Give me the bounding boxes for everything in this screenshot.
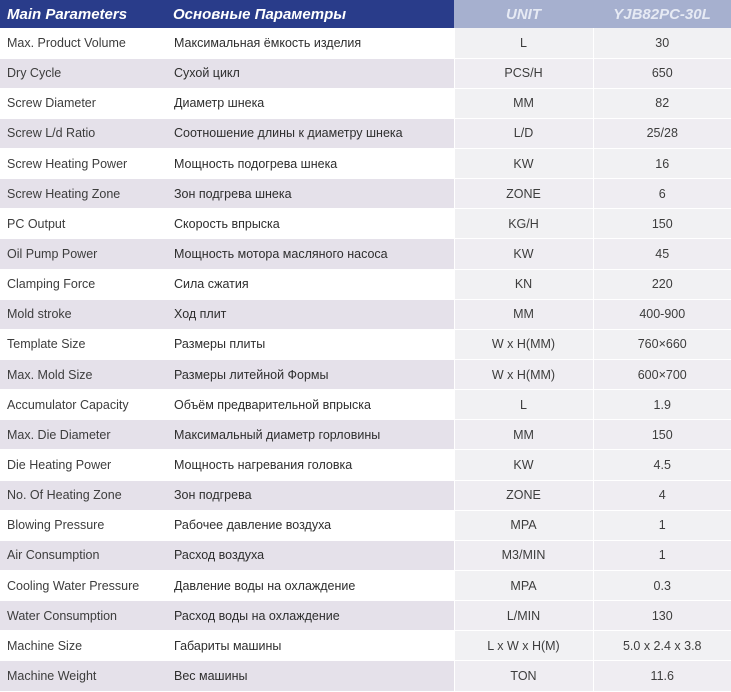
header-main-parameters: Main Parameters bbox=[0, 0, 166, 28]
parameter-name-en: Die Heating Power bbox=[0, 450, 166, 480]
table-row bbox=[0, 360, 731, 390]
parameter-name-ru: Размеры литейной Формы bbox=[166, 360, 454, 390]
parameter-unit: L bbox=[454, 28, 593, 58]
table-row bbox=[0, 661, 731, 691]
parameter-value: 4 bbox=[593, 480, 731, 510]
table-row bbox=[0, 420, 731, 450]
parameter-unit: W x H(MM) bbox=[454, 329, 593, 359]
parameter-value: 760×660 bbox=[593, 329, 731, 359]
header-unit: UNIT bbox=[454, 0, 593, 28]
parameter-value: 6 bbox=[593, 179, 731, 209]
parameter-value: 16 bbox=[593, 149, 731, 179]
parameter-name-en: Clamping Force bbox=[0, 269, 166, 299]
parameter-name-en: Screw Heating Power bbox=[0, 149, 166, 179]
parameter-name-ru: Зон подгрева шнека bbox=[166, 179, 454, 209]
parameter-name-en: Machine Weight bbox=[0, 661, 166, 691]
parameter-name-ru: Объём предварительной впрыска bbox=[166, 390, 454, 420]
parameter-name-ru: Скорость впрыска bbox=[166, 209, 454, 239]
parameter-value: 150 bbox=[593, 209, 731, 239]
parameter-name-ru: Максимальный диаметр горловины bbox=[166, 420, 454, 450]
parameter-name-ru: Диаметр шнека bbox=[166, 88, 454, 118]
parameter-name-en: Machine Size bbox=[0, 631, 166, 661]
header-model: YJB82PC-30L bbox=[593, 0, 731, 28]
parameter-name-ru: Мощность мотора масляного насоса bbox=[166, 239, 454, 269]
parameter-name-en: Max. Mold Size bbox=[0, 360, 166, 390]
table-row bbox=[0, 450, 731, 480]
parameter-name-en: Screw L/d Ratio bbox=[0, 118, 166, 148]
parameter-unit: KW bbox=[454, 450, 593, 480]
parameter-name-ru: Габариты машины bbox=[166, 631, 454, 661]
parameter-name-en: PC Output bbox=[0, 209, 166, 239]
parameter-name-en: Air Consumption bbox=[0, 540, 166, 570]
parameter-name-en: Max. Die Diameter bbox=[0, 420, 166, 450]
parameter-value: 130 bbox=[593, 601, 731, 631]
table-row bbox=[0, 209, 731, 239]
parameter-value: 5.0 x 2.4 x 3.8 bbox=[593, 631, 731, 661]
parameter-unit: L bbox=[454, 390, 593, 420]
parameter-value: 11.6 bbox=[593, 661, 731, 691]
parameter-unit: MPA bbox=[454, 571, 593, 601]
parameter-name-ru: Мощность подогрева шнека bbox=[166, 149, 454, 179]
parameter-name-en: Screw Diameter bbox=[0, 88, 166, 118]
parameter-name-en: Accumulator Capacity bbox=[0, 390, 166, 420]
parameter-name-ru: Расход воды на охлаждение bbox=[166, 601, 454, 631]
table-body bbox=[0, 28, 731, 691]
parameter-name-ru: Давление воды на охлаждение bbox=[166, 571, 454, 601]
parameter-name-ru: Размеры плиты bbox=[166, 329, 454, 359]
parameter-value: 82 bbox=[593, 88, 731, 118]
parameter-unit: ZONE bbox=[454, 480, 593, 510]
parameter-name-ru: Соотношение длины к диаметру шнека bbox=[166, 118, 454, 148]
parameter-unit: KG/H bbox=[454, 209, 593, 239]
parameter-value: 45 bbox=[593, 239, 731, 269]
parameter-value: 30 bbox=[593, 28, 731, 58]
parameter-name-ru: Ход плит bbox=[166, 299, 454, 329]
parameter-value: 150 bbox=[593, 420, 731, 450]
parameter-value: 600×700 bbox=[593, 360, 731, 390]
parameter-unit: MPA bbox=[454, 510, 593, 540]
parameter-name-ru: Вес машины bbox=[166, 661, 454, 691]
table-row bbox=[0, 329, 731, 359]
parameter-unit: L/D bbox=[454, 118, 593, 148]
parameter-value: 4.5 bbox=[593, 450, 731, 480]
parameter-unit: TON bbox=[454, 661, 593, 691]
table-row bbox=[0, 540, 731, 570]
table-row bbox=[0, 58, 731, 88]
parameter-name-en: Water Consumption bbox=[0, 601, 166, 631]
table-row bbox=[0, 390, 731, 420]
table-row bbox=[0, 149, 731, 179]
parameter-unit: KW bbox=[454, 149, 593, 179]
table-row bbox=[0, 480, 731, 510]
parameter-unit: L/MIN bbox=[454, 601, 593, 631]
table-row bbox=[0, 239, 731, 269]
parameter-name-ru: Зон подгрева bbox=[166, 480, 454, 510]
table-row bbox=[0, 88, 731, 118]
parameter-unit: W x H(MM) bbox=[454, 360, 593, 390]
parameter-unit: MM bbox=[454, 299, 593, 329]
parameter-name-en: No. Of Heating Zone bbox=[0, 480, 166, 510]
table-row bbox=[0, 571, 731, 601]
parameter-unit: L x W x H(M) bbox=[454, 631, 593, 661]
parameter-name-en: Template Size bbox=[0, 329, 166, 359]
table-row bbox=[0, 631, 731, 661]
parameter-value: 1 bbox=[593, 540, 731, 570]
parameter-name-en: Screw Heating Zone bbox=[0, 179, 166, 209]
parameter-unit: PCS/H bbox=[454, 58, 593, 88]
parameter-value: 1 bbox=[593, 510, 731, 540]
table-row bbox=[0, 601, 731, 631]
parameter-name-ru: Расход воздуха bbox=[166, 540, 454, 570]
parameter-value: 0.3 bbox=[593, 571, 731, 601]
table-header-row bbox=[0, 0, 731, 28]
parameter-name-ru: Сухой цикл bbox=[166, 58, 454, 88]
parameter-name-en: Mold stroke bbox=[0, 299, 166, 329]
parameter-unit: KN bbox=[454, 269, 593, 299]
table-row bbox=[0, 118, 731, 148]
parameter-value: 650 bbox=[593, 58, 731, 88]
parameter-unit: MM bbox=[454, 420, 593, 450]
parameter-value: 25/28 bbox=[593, 118, 731, 148]
parameter-unit: ZONE bbox=[454, 179, 593, 209]
parameter-value: 220 bbox=[593, 269, 731, 299]
parameter-name-ru: Мощность нагревания головка bbox=[166, 450, 454, 480]
header-russian-parameters: Основные Параметры bbox=[166, 0, 454, 28]
parameter-name-en: Oil Pump Power bbox=[0, 239, 166, 269]
parameter-name-en: Dry Cycle bbox=[0, 58, 166, 88]
table-row bbox=[0, 28, 731, 58]
parameter-name-ru: Сила сжатия bbox=[166, 269, 454, 299]
parameter-name-en: Blowing Pressure bbox=[0, 510, 166, 540]
parameter-value: 400-900 bbox=[593, 299, 731, 329]
table-row bbox=[0, 299, 731, 329]
parameter-name-en: Cooling Water Pressure bbox=[0, 571, 166, 601]
table-row bbox=[0, 510, 731, 540]
parameter-unit: M3/MIN bbox=[454, 540, 593, 570]
parameter-name-ru: Максимальная ёмкость изделия bbox=[166, 28, 454, 58]
table-row bbox=[0, 269, 731, 299]
parameter-value: 1.9 bbox=[593, 390, 731, 420]
parameter-name-en: Max. Product Volume bbox=[0, 28, 166, 58]
parameter-unit: MM bbox=[454, 88, 593, 118]
table-row bbox=[0, 179, 731, 209]
parameter-name-ru: Рабочее давление воздуха bbox=[166, 510, 454, 540]
parameter-unit: KW bbox=[454, 239, 593, 269]
